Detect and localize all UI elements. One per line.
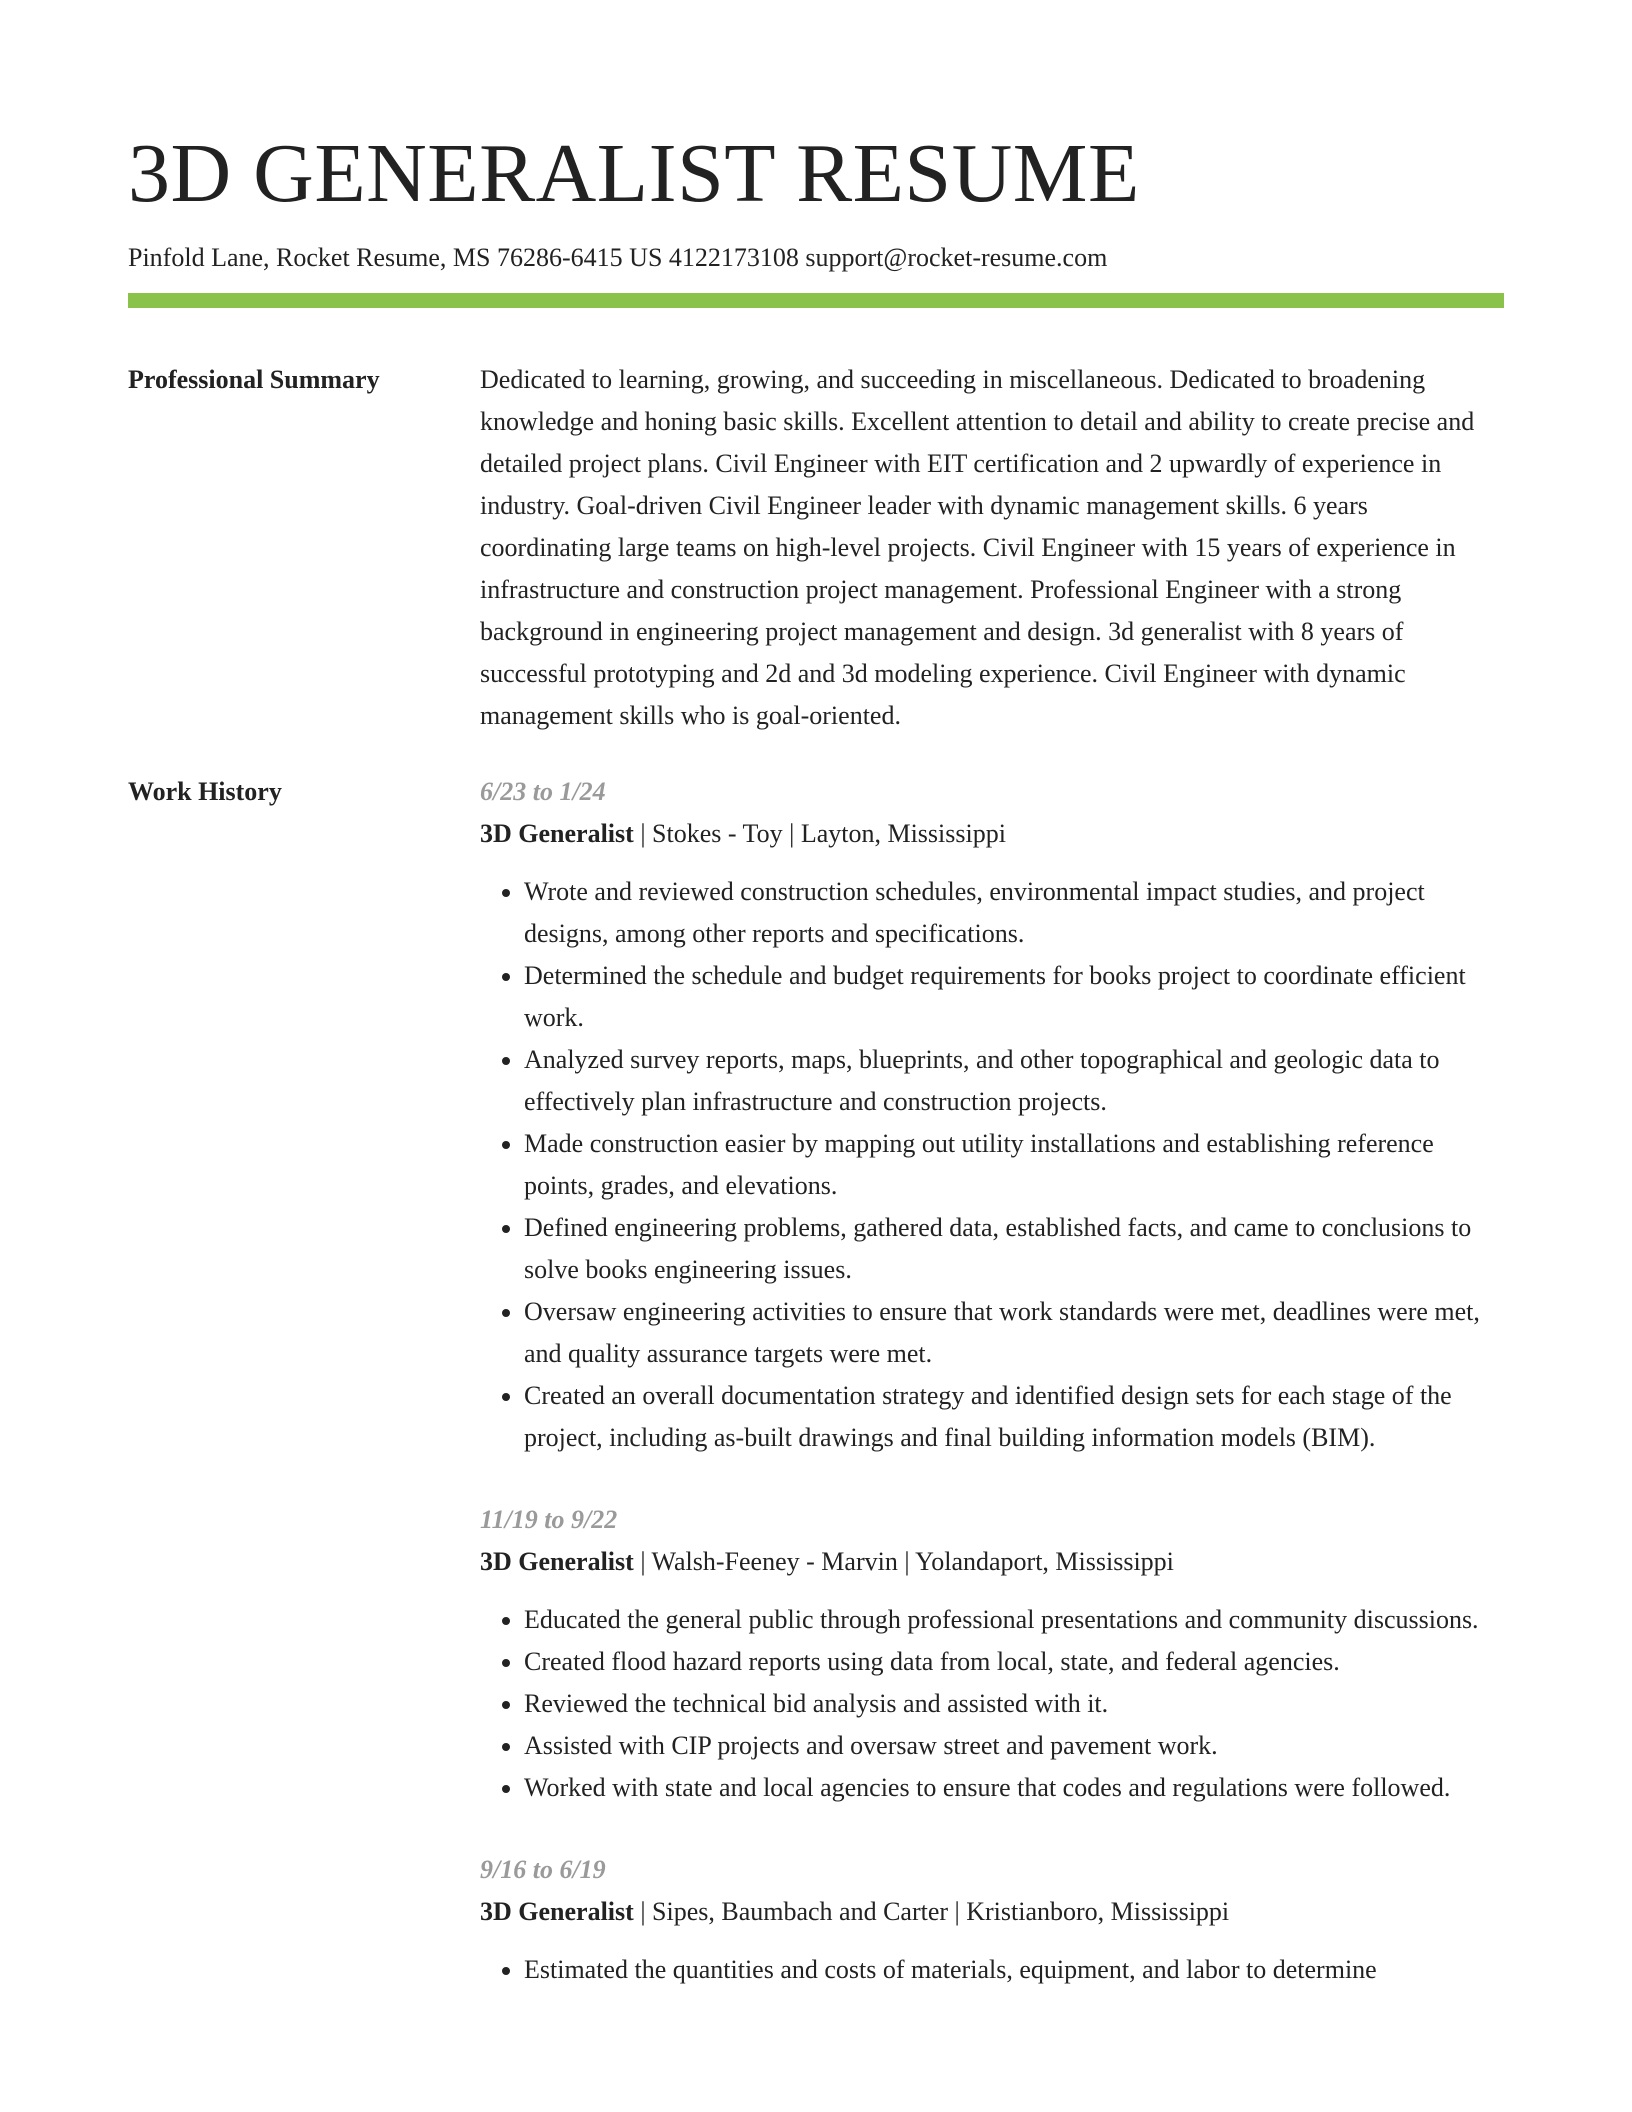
summary-label: Professional Summary: [128, 365, 380, 395]
job-details: | Walsh-Feeney - Marvin | Yolandaport, Mississippi: [633, 1547, 1174, 1577]
job-title: 3D Generalist: [480, 1547, 634, 1577]
job-bullet: • Estimated the quantities and costs of materials, equipment, and labor to determine: [524, 1949, 1504, 1991]
header-divider: [128, 293, 1504, 308]
job-bullet: • Oversaw engineering activities to ensure that work standards were met, deadlines were met, and quality assurance targets were met.: [524, 1291, 1504, 1375]
job-bullets: [480, 1949, 1504, 1991]
job-title: 3D Generalist: [480, 819, 634, 849]
job-entry: [480, 771, 1504, 1459]
job-bullet: • Worked with state and local agencies to ensure that codes and regulations were followed.: [524, 1767, 1504, 1809]
job-heading: [480, 813, 1504, 855]
summary-body: [480, 359, 1504, 737]
job-bullet: • Analyzed survey reports, maps, blueprints, and other topographical and geologic data to effectively plan infrastructure and construction projects.: [524, 1039, 1504, 1123]
job-bullet: • Reviewed the technical bid analysis and assisted with it.: [524, 1683, 1504, 1725]
job-bullet: • Wrote and reviewed construction schedules, environmental impact studies, and project designs, among other reports and specifications.: [524, 871, 1504, 955]
job-bullet: • Determined the schedule and budget requirements for books project to coordinate efficient work.: [524, 955, 1504, 1039]
job-details: | Sipes, Baumbach and Carter | Kristianboro, Mississippi: [633, 1897, 1230, 1927]
job-entry: [480, 1849, 1504, 1991]
job-dates: 6/23 to 1/24: [480, 777, 606, 807]
resume-title: 3D GENERALIST RESUME: [128, 127, 1140, 220]
job-dates: 11/19 to 9/22: [480, 1505, 618, 1535]
job-heading: [480, 1541, 1504, 1583]
job-bullet: • Assisted with CIP projects and oversaw street and pavement work.: [524, 1725, 1504, 1767]
job-bullets: [480, 1599, 1504, 1809]
job-bullets: [480, 871, 1504, 1459]
contact-info: Pinfold Lane, Rocket Resume, MS 76286-6415 US 4122173108 support@rocket-resume.com: [128, 243, 1108, 272]
resume-page: [128, 118, 1504, 2031]
job-details: | Stokes - Toy | Layton, Mississippi: [633, 819, 1006, 849]
work-history-label: Work History: [128, 777, 282, 807]
job-bullet: • Defined engineering problems, gathered data, established facts, and came to conclusions to solve books engineering issues.: [524, 1207, 1504, 1291]
job-bullet: • Made construction easier by mapping out utility installations and establishing reference points, grades, and elevations.: [524, 1123, 1504, 1207]
job-bullet: • Created an overall documentation strategy and identified design sets for each stage of the project, including as-built drawings and final building information models (BIM).: [524, 1375, 1504, 1459]
job-dates: 9/16 to 6/19: [480, 1855, 606, 1885]
job-entry: [480, 1499, 1504, 1809]
job-bullet: • Educated the general public through professional presentations and community discussions.: [524, 1599, 1504, 1641]
work-history-section: [128, 771, 1504, 2031]
job-bullet: • Created flood hazard reports using data from local, state, and federal agencies.: [524, 1641, 1504, 1683]
work-history-body: [480, 771, 1504, 2031]
summary-text: Dedicated to learning, growing, and succeeding in miscellaneous. Dedicated to broadening knowledge and honing basic skills. Excellent attention to detail and ability to create precise and detailed project plans. Civil Engineer with EIT certification and 2 upwardly of experience in industry. Goal-driven Civil Engineer leader with dynamic management skills. 6 years coordinating large teams on high-level projects. Civil Engineer with 15 years of experience in infrastructure and construction project management. Professional Engineer with a strong background in engineering project management and design. 3d generalist with 8 years of successful prototyping and 2d and 3d modeling experience. Civil Engineer with dynamic management skills who is goal-oriented.: [480, 365, 1475, 731]
summary-section: [128, 359, 1504, 737]
job-title: 3D Generalist: [480, 1897, 634, 1927]
job-heading: [480, 1891, 1504, 1933]
